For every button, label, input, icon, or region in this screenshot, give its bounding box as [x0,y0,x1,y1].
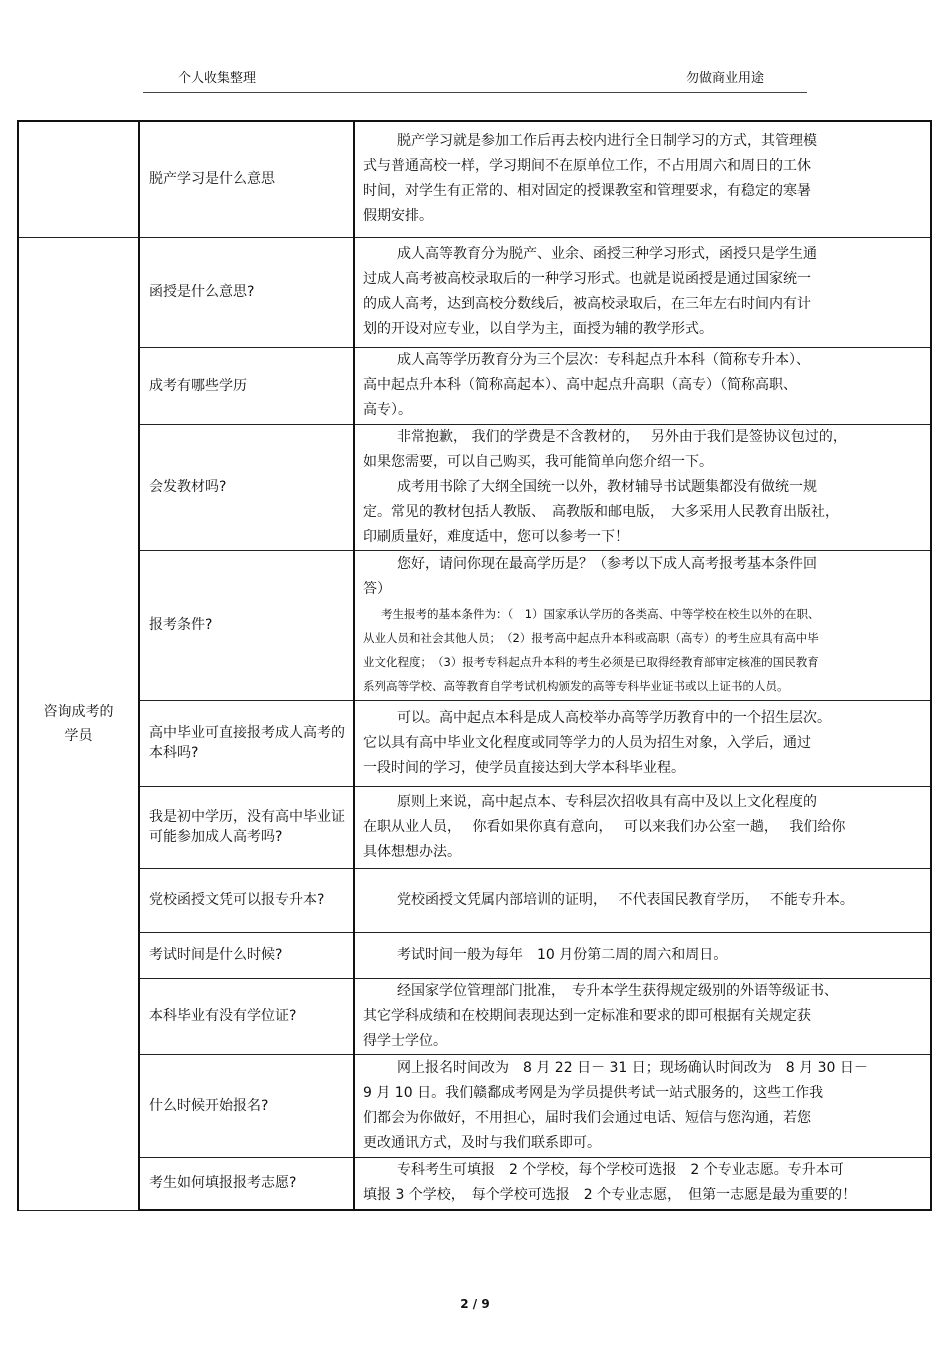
answer-line: 系列高等学校、高等教育自学考试机构颁发的高等专科毕业证书或以上证书的人员。 [363,679,789,693]
answer-line: 时间，对学生有正常的、相对固定的授课教室和管理要求，有稳定的寒暑 [363,183,811,200]
answer-cell [354,978,931,1054]
page-number: 2 / 9 [460,1297,490,1311]
question-cell: 会发教材吗? [139,424,354,550]
answer-line: 在职从业人员， 你看如果你真有意向， 可以来我们办公室一趟， 我们给你 [363,818,846,835]
answer-cell [354,550,931,700]
answer-line: 经国家学位管理部门批准， 专升本学生获得规定级别的外语等级证书、 [397,982,838,999]
answer-line: 它以具有高中毕业文化程度或同等学力的人员为招生对象，入学后，通过 [363,734,811,751]
category-cell-empty [18,121,139,237]
question-cell: 高中毕业可直接报考成人高考的本科吗? [139,700,354,786]
table-row [18,121,931,237]
answer-line: 具体想想办法。 [363,843,461,860]
category-label: 咨询成考的 学员 [43,703,114,744]
answer-line: 高专）。 [363,402,412,418]
answer-line: 如果您需要，可以自己购买，我可能简单向您介绍一下。 [363,453,713,470]
question-cell: 本科毕业有没有学位证? [139,978,354,1054]
question-cell: 党校函授文凭可以报专升本? [139,868,354,932]
table-row [18,868,931,932]
question-cell: 考生如何填报报考志愿? [139,1157,354,1210]
answer-line: 印刷质量好，难度适中，您可以参考一下！ [363,528,629,545]
answer-line: 党校函授文凭属内部培训的证明， 不代表国民教育学历， 不能专升本。 [397,891,854,908]
answer-line: 非常抱歉， 我们的学费是不含教材的， 另外由于我们是签协议包过的， [397,428,847,445]
question-cell: 脱产学习是什么意思 [139,121,354,237]
qa-table [17,120,932,1211]
answer-line: 填报 3 个学校， 每个学校可选报 2 个专业志愿， 但第一志愿是最为重要的！ [363,1187,857,1204]
table-row [18,786,931,868]
answer-cell [354,347,931,424]
answer-line: 9 月 10 日。我们赣鄱成考网是为学员提供考试一站式服务的，这些工作我 [363,1084,824,1101]
answer-line: 答） [363,581,391,597]
answer-cell [354,786,931,868]
answer-cell [354,121,931,237]
answer-cell [354,1054,931,1157]
answer-line: 成人高等教育分为脱产、业余、函授三种学习形式，函授只是学生通 [397,246,817,262]
answer-line: 原则上来说，高中起点本、专科层次招收具有高中及以上文化程度的 [397,793,817,810]
answer-line: 脱产学习就是参加工作后再去校内进行全日制学习的方式，其管理模 [397,133,817,150]
answer-cell [354,424,931,550]
answer-line: 划的开设对应专业，以自学为主，面授为辅的教学形式。 [363,321,713,337]
header-right-text: 勿做商业用途 [686,71,765,86]
answer-line: 网上报名时间改为 8 月 22 日－ 31 日；现场确认时间改为 8 月 30 日－ [397,1059,868,1076]
question-cell: 报考条件? [139,550,354,700]
answer-line: 专科考生可填报 2 个学校，每个学校可选报 2 个专业志愿。专升本可 [397,1162,844,1179]
answer-line: 定。常见的教材包括人教版、 高教版和邮电版， 大多采用人民教育出版社， [363,503,839,520]
answer-line: 更改通讯方式，及时与我们联系即可。 [363,1134,601,1151]
answer-cell [354,1157,931,1210]
table-row [18,237,931,347]
answer-line: 考试时间一般为每年 10 月份第二周的周六和周日。 [397,946,728,963]
question-cell: 什么时候开始报名? [139,1054,354,1157]
answer-line: 一段时间的学习，使学员直接达到大学本科毕业程。 [363,759,685,776]
table-row [18,424,931,550]
answer-line: 高中起点升本科（简称高起本）、高中起点升高职（高专）（简称高职、 [363,377,797,393]
answer-line: 考生报考的基本条件为：（ 1）国家承认学历的各类高、中等学校在校生以外的在职、 [381,607,820,621]
answer-line: 的成人高考，达到高校分数线后，被高校录取后，在三年左右时间内有计 [363,296,811,312]
category-cell [18,237,139,1210]
answer-line: 假期安排。 [363,208,433,225]
answer-line: 过成人高考被高校录取后的一种学习形式。也就是说函授是通过国家统一 [363,271,811,287]
answer-line: 业文化程度； （3）报考专科起点升本科的考生必须是已取得经教育部审定核准的国民教育 [363,655,819,669]
table-row [18,347,931,424]
answer-line: 得学士学位。 [363,1032,447,1049]
header-left-text: 个人收集整理 [178,71,257,86]
answer-line: 们都会为你做好，不用担心，届时我们会通过电话、短信与您沟通，若您 [363,1109,811,1126]
question-cell: 成考有哪些学历 [139,347,354,424]
table-row [18,1157,931,1210]
table-row [18,932,931,978]
answer-cell [354,237,931,347]
answer-line: 其它学科成绩和在校期间表现达到一定标准和要求的即可根据有关规定获 [363,1007,811,1024]
answer-cell [354,932,931,978]
header-divider [143,92,807,93]
answer-line: 成人高等学历教育分为三个层次：专科起点升本科（简称专升本）、 [397,352,810,368]
answer-line: 可以。高中起点本科是成人高校举办高等学历教育中的一个招生层次。 [397,709,831,726]
table-row [18,700,931,786]
question-cell: 我是初中学历，没有高中毕业证可能参加成人高考吗? [139,786,354,868]
table-row [18,550,931,700]
answer-line: 您好，请问你现在最高学历是？（参考以下成人高考报考基本条件回 [397,556,817,572]
table-row [18,978,931,1054]
question-cell: 考试时间是什么时候? [139,932,354,978]
answer-cell [354,868,931,932]
question-cell: 函授是什么意思? [139,237,354,347]
answer-line: 成考用书除了大纲全国统一以外，教材辅导书试题集都没有做统一规 [397,478,817,495]
answer-line: 式与普通高校一样，学习期间不在原单位工作，不占用周六和周日的工休 [363,158,811,175]
answer-line: 从业人员和社会其他人员； （2）报考高中起点升本科或高职（高专）的考生应具有高中毕 [363,631,819,645]
table-row [18,1054,931,1157]
answer-cell [354,700,931,786]
